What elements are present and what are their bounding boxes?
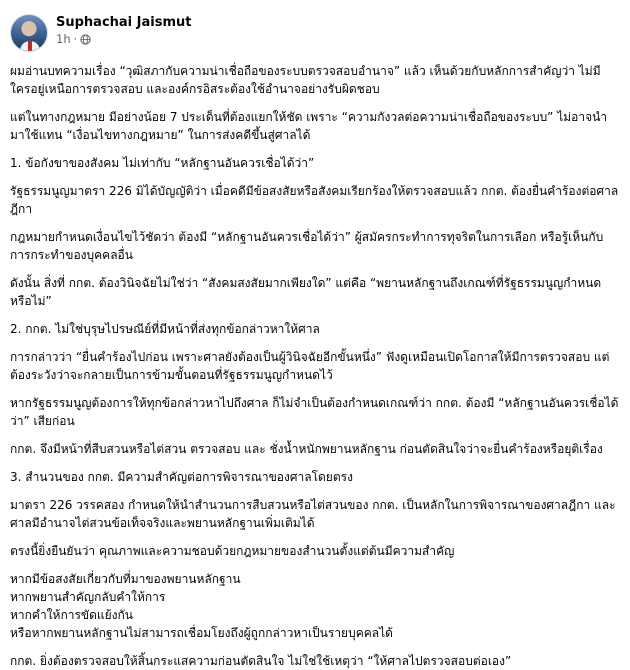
paragraph-section-226-2: มาตรา 226 วรรคสอง กำหนดให้นำสำนวนการสืบสวนหรือไต่สวนของ กกต. เป็นหลักในการพิจารณาของศาลฎีกา และศาลมีอำนาจไต่สวนข้อเท็จจริงและพยานหลักฐานเพิ่มเติมได้ (10, 498, 616, 530)
globe-icon[interactable] (80, 34, 91, 45)
post-timestamp[interactable]: 1h (56, 32, 71, 46)
list-item: หรือหากพยานหลักฐานไม่สามารถเชื่อมโยงถึงผู้ถูกกล่าวหาเป็นรายบุคคลได้ (10, 626, 393, 640)
paragraph-section-226: รัฐธรรมนูญมาตรา 226 มิได้บัญญัติว่า เมื่อคดีมีข้อสงสัยหรือสังคมเรียกร้องให้ตรวจสอบแล้ว กกต. ต้องยื่นคำร้องต่อศาลฎีกา (10, 184, 619, 216)
paragraph-submit-first: การกล่าวว่า “ยื่นคำร้องไปก่อน เพราะศาลยังต้องเป็นผู้วินิจฉัยอีกขั้นหนึ่ง” ฟังดูเหมือนเปิดโอกาสให้มีการตรวจสอบ แต่ต้องระวังว่าจะกลายเป็นการข้ามขั้นตอนที่รัฐธรรมนูญกำหนดไว้ (10, 350, 610, 382)
post-body (10, 62, 620, 670)
post-header (10, 0, 620, 62)
list-item: หากมีข้อสงสัยเกี่ยวกับที่มาของพยานหลักฐาน (10, 572, 241, 586)
avatar-tie (28, 41, 32, 51)
author-avatar[interactable] (10, 14, 48, 52)
paragraph-seven-issues: แต่ในทางกฎหมาย มีอย่างน้อย 7 ประเด็นที่ต้องแยกให้ชัด เพราะ “ความกังวลต่อความน่าเชื่อถือของระบบ” ไม่อาจนำมาใช้แทน “เงื่อนไขทางกฎหมาย” ในการส่งคดีขึ้นสู่ศาลได้ (10, 110, 608, 142)
paragraph-conclusion: กกต. ยิ่งต้องตรวจสอบให้สิ้นกระแสความก่อนตัดสินใจ ไม่ใช่ใช้เหตุว่า “ให้ศาลไปตรวจสอบต่อเอง” (10, 654, 512, 668)
paragraph-evidence-condition: กฎหมายกำหนดเงื่อนไขไว้ชัดว่า ต้องมี “หลักฐานอันควรเชื่อได้ว่า” ผู้สมัครกระทำการทุจริตในการเลือก หรือรู้เห็นกับการกระทำของบุคคลอื่น (10, 230, 604, 262)
paragraph-ect-duty: กกต. จึงมีหน้าที่สืบสวนหรือไต่สวน ตรวจสอบ และ ชั่งน้ำหนักพยานหลักฐาน ก่อนตัดสินใจว่าจะยื่นคำร้องหรือยุติเรื่อง (10, 442, 603, 456)
list-item: หากพยานสำคัญกลับคำให้การ (10, 590, 166, 604)
heading-point-1: 1. ข้อกังขาของสังคม ไม่เท่ากับ “หลักฐานอันควรเชื่อได้ว่า” (10, 156, 315, 170)
post-meta (56, 14, 191, 47)
heading-point-3: 3. สำนวนของ กกต. มีความสำคัญต่อการพิจารณาของศาลโดยตรง (10, 470, 353, 484)
paragraph-constitution-criteria: หากรัฐธรรมนูญต้องการให้ทุกข้อกล่าวหาไปถึงศาล ก็ไม่จำเป็นต้องกำหนดเกณฑ์ว่า กกต. ต้องมี “หลักฐานอันควรเชื่อได้ว่า” เสียก่อน (10, 396, 619, 428)
paragraph-ect-decision: ดังนั้น สิ่งที่ กกต. ต้องวินิจฉัยไม่ใช่ว่า “สังคมสงสัยมากเพียงใด” แต่คือ “พยานหลักฐานถึงเกณฑ์ที่รัฐธรรมนูญกำหนดหรือไม่” (10, 276, 602, 308)
list-item: หากคำให้การขัดแย้งกัน (10, 608, 133, 622)
heading-point-2: 2. กกต. ไม่ใช่บุรุษไปรษณีย์ที่มีหน้าที่ส่งทุกข้อกล่าวหาให้ศาล (10, 322, 320, 336)
paragraph-file-quality: ตรงนี้ยิ่งยืนยันว่า คุณภาพและความชอบด้วยกฎหมายของสำนวนตั้งแต่ต้นมีความสำคัญ (10, 544, 455, 558)
paragraph-intro: ผมอ่านบทความเรื่อง “วุฒิสภากับความน่าเชื่อถือของระบบตรวจสอบอำนาจ” แล้ว เห็นด้วยกับหลักการสำคัญว่า ไม่มีใครอยู่เหนือการตรวจสอบ และองค์กรอิสระต้องใช้อำนาจอย่างรับผิดชอบ (10, 64, 601, 96)
author-name[interactable]: Suphachai Jaismut (56, 15, 192, 30)
post-time-row: 1h · (56, 31, 191, 47)
